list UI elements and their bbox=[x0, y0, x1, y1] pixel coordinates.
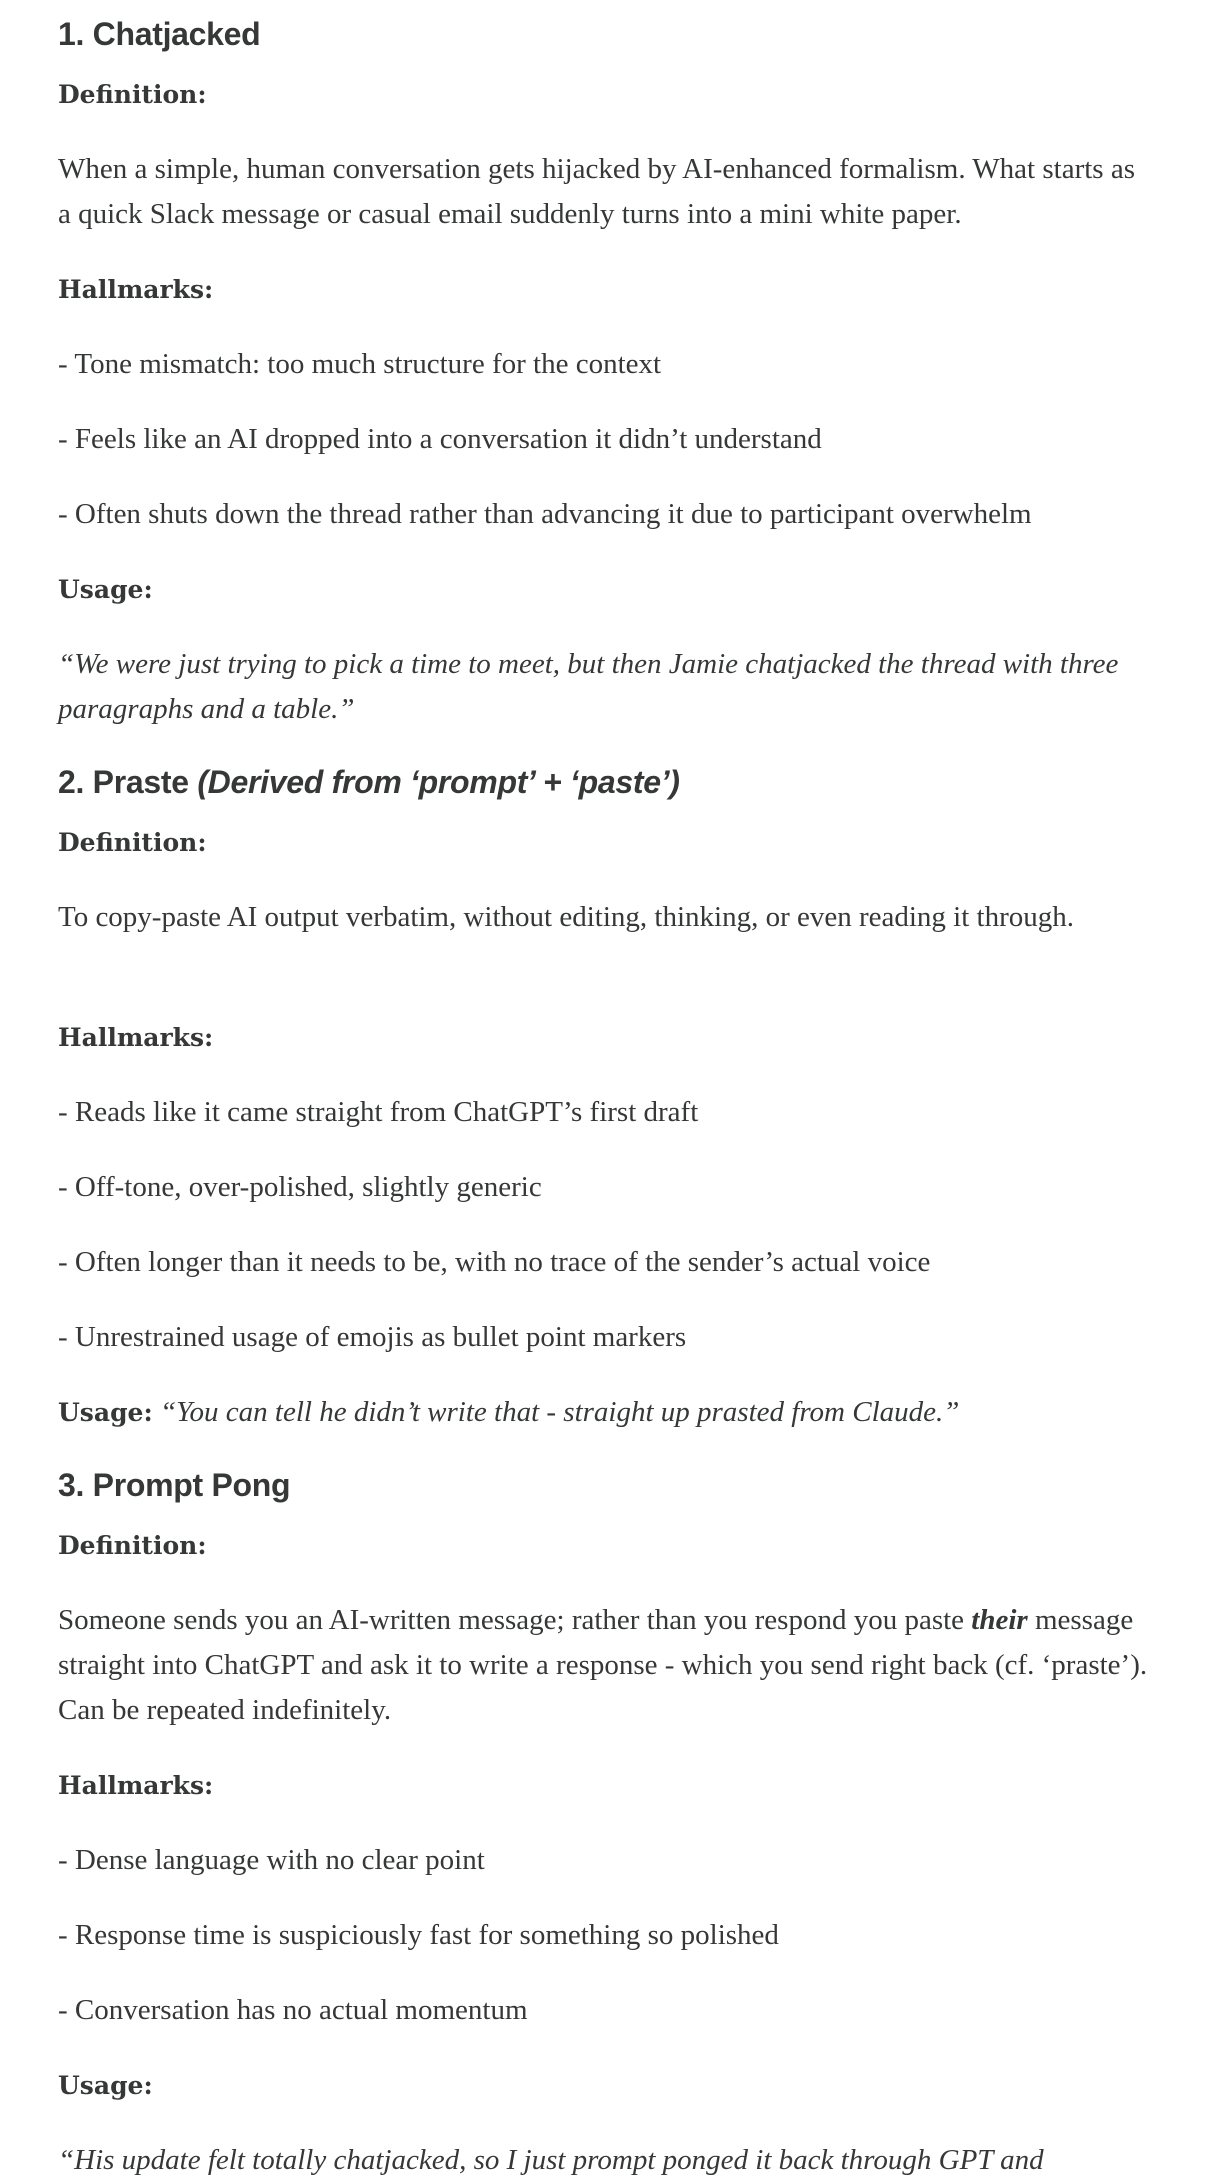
section-2-usage-label: Usage: bbox=[58, 1398, 153, 1427]
section-1-definition: When a simple, human conversation gets hijacked by AI-enhanced formalism. What starts as a quick Slack message or casual email suddenly turns into a mini white paper. bbox=[58, 153, 1135, 230]
section-3-definition-text: message straight into ChatGPT and ask it to write a response - which you send right back (cf. ‘praste’). Can be repeated indefinitely. bbox=[58, 1604, 1148, 1726]
section-1-definition-label: Definition: bbox=[58, 80, 207, 109]
section-1-title: 1. Chatjacked bbox=[58, 16, 261, 52]
section-3-title: 3. Prompt Pong bbox=[58, 1467, 291, 1503]
section-2-definition: To copy-paste AI output verbatim, without editing, thinking, or even reading it through. bbox=[58, 901, 1075, 933]
section-2-subtitle: (Derived from ‘prompt’ + ‘paste’) bbox=[197, 764, 680, 800]
section-3-hallmark: - Conversation has no actual momentum bbox=[58, 1994, 528, 2026]
section-3-definition-label: Definition: bbox=[58, 1531, 207, 1560]
section-3-usage: “His update felt totally chatjacked, so I just prompt ponged it back through GPT and bbox=[58, 2144, 1044, 2176]
section-1-hallmarks-label: Hallmarks: bbox=[58, 275, 214, 304]
section-1-hallmark: - Tone mismatch: too much structure for the context bbox=[58, 348, 662, 380]
section-3-hallmark: - Dense language with no clear point bbox=[58, 1844, 485, 1876]
section-1-usage-label: Usage: bbox=[58, 575, 153, 604]
section-3-definition-emphasis: their bbox=[971, 1604, 1028, 1636]
section-2-hallmarks-label: Hallmarks: bbox=[58, 1023, 214, 1052]
section-2-hallmark: - Unrestrained usage of emojis as bullet point markers bbox=[58, 1321, 687, 1353]
section-3-usage-label: Usage: bbox=[58, 2071, 153, 2100]
section-2-usage-line bbox=[58, 1390, 1148, 1435]
section-2-definition-label: Definition: bbox=[58, 828, 207, 857]
section-3-hallmark: - Response time is suspiciously fast for something so polished bbox=[58, 1919, 779, 1951]
section-3-hallmarks-label: Hallmarks: bbox=[58, 1771, 214, 1800]
section-1-usage: “We were just trying to pick a time to meet, but then Jamie chatjacked the thread with three paragraphs and a table.” bbox=[58, 648, 1119, 725]
section-2-hallmark: - Often longer than it needs to be, with no trace of the sender’s actual voice bbox=[58, 1246, 931, 1278]
section-2-hallmark: - Reads like it came straight from ChatGPT’s first draft bbox=[58, 1096, 699, 1128]
section-2-title bbox=[58, 762, 1148, 802]
section-2-usage: “You can tell he didn’t write that - straight up prasted from Claude.” bbox=[159, 1396, 960, 1428]
section-1-hallmark: - Feels like an AI dropped into a conversation it didn’t understand bbox=[58, 423, 822, 455]
section-3-definition bbox=[58, 1598, 1148, 1733]
section-1-hallmark: - Often shuts down the thread rather than advancing it due to participant overwhelm bbox=[58, 498, 1032, 530]
section-3-definition-text: Someone sends you an AI-written message; rather than you respond you paste bbox=[58, 1604, 972, 1636]
section-2-title-main: 2. Praste bbox=[58, 764, 198, 800]
section-2-hallmark: - Off-tone, over-polished, slightly generic bbox=[58, 1171, 542, 1203]
